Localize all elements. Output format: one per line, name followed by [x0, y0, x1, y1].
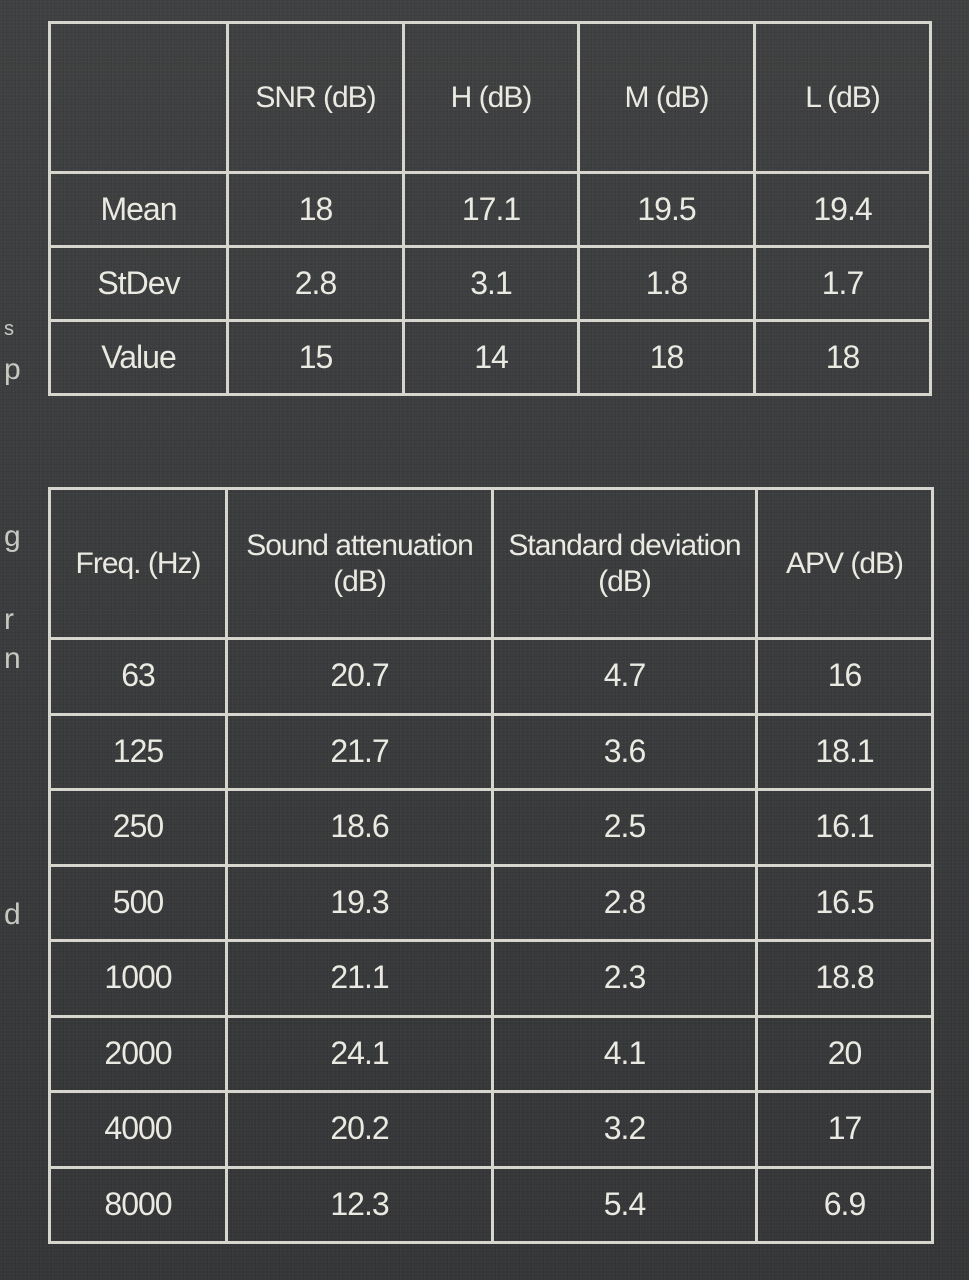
table-cell: 2.8	[493, 865, 757, 941]
table-row	[50, 173, 931, 247]
margin-fragment: n	[4, 642, 21, 675]
row-label: Mean	[50, 173, 228, 247]
row-label: StDev	[50, 247, 228, 321]
table-row	[50, 941, 933, 1017]
header-cell-blank	[50, 23, 228, 173]
table-cell: 24.1	[227, 1016, 493, 1092]
table-cell: 19.5	[579, 173, 755, 247]
table-cell: 18	[755, 321, 931, 395]
header-cell-apv: APV (dB)	[757, 489, 933, 639]
table-cell: 4000	[50, 1092, 227, 1168]
table-cell: 18.8	[757, 941, 933, 1017]
table-cell: 2000	[50, 1016, 227, 1092]
table-row	[50, 865, 933, 941]
table-cell: 250	[50, 790, 227, 866]
table-row	[50, 1092, 933, 1168]
table-header-row	[50, 489, 933, 639]
header-cell-m: M (dB)	[579, 23, 755, 173]
table-cell: 2.5	[493, 790, 757, 866]
table-cell: 3.2	[493, 1092, 757, 1168]
table-cell: 19.3	[227, 865, 493, 941]
header-cell-frequency: Freq. (Hz)	[50, 489, 227, 639]
table-cell: 19.4	[755, 173, 931, 247]
table-row	[50, 639, 933, 715]
table-row	[50, 247, 931, 321]
table-cell: 18.1	[757, 714, 933, 790]
table-cell: 18.6	[227, 790, 493, 866]
table-cell: 1000	[50, 941, 227, 1017]
table-header-row	[50, 23, 931, 173]
summary-table	[48, 21, 932, 396]
table-cell: 3.6	[493, 714, 757, 790]
margin-fragment: d	[4, 898, 21, 931]
table-row	[50, 321, 931, 395]
margin-fragment: s	[4, 318, 14, 340]
table-cell: 16.5	[757, 865, 933, 941]
table-cell: 8000	[50, 1167, 227, 1243]
table-cell: 500	[50, 865, 227, 941]
table-cell: 5.4	[493, 1167, 757, 1243]
table-cell: 21.7	[227, 714, 493, 790]
table-cell: 125	[50, 714, 227, 790]
header-cell-l: L (dB)	[755, 23, 931, 173]
table-row	[50, 790, 933, 866]
margin-fragment: g	[4, 520, 21, 553]
table-row	[50, 714, 933, 790]
margin-fragment: r	[4, 603, 14, 636]
frequency-table	[48, 487, 934, 1244]
table-cell: 14	[404, 321, 579, 395]
table-cell: 6.9	[757, 1167, 933, 1243]
table-cell: 1.7	[755, 247, 931, 321]
table-cell: 2.3	[493, 941, 757, 1017]
header-cell-snr: SNR (dB)	[228, 23, 404, 173]
table-cell: 63	[50, 639, 227, 715]
table-cell: 20.7	[227, 639, 493, 715]
table-cell: 3.1	[404, 247, 579, 321]
table-cell: 20.2	[227, 1092, 493, 1168]
table-row	[50, 1016, 933, 1092]
header-cell-h: H (dB)	[404, 23, 579, 173]
table-cell: 18	[228, 173, 404, 247]
table-cell: 4.1	[493, 1016, 757, 1092]
table-cell: 17	[757, 1092, 933, 1168]
table-row	[50, 1167, 933, 1243]
table-cell: 17.1	[404, 173, 579, 247]
table-cell: 18	[579, 321, 755, 395]
margin-fragment: p	[4, 353, 21, 386]
table-cell: 4.7	[493, 639, 757, 715]
table-cell: 21.1	[227, 941, 493, 1017]
row-label: Value	[50, 321, 228, 395]
table-cell: 16.1	[757, 790, 933, 866]
header-cell-sound-attenuation: Sound attenuation (dB)	[227, 489, 493, 639]
table-cell: 12.3	[227, 1167, 493, 1243]
table-cell: 16	[757, 639, 933, 715]
header-cell-standard-deviation: Standard deviation (dB)	[493, 489, 757, 639]
table-cell: 15	[228, 321, 404, 395]
table-cell: 2.8	[228, 247, 404, 321]
table-cell: 20	[757, 1016, 933, 1092]
table-cell: 1.8	[579, 247, 755, 321]
